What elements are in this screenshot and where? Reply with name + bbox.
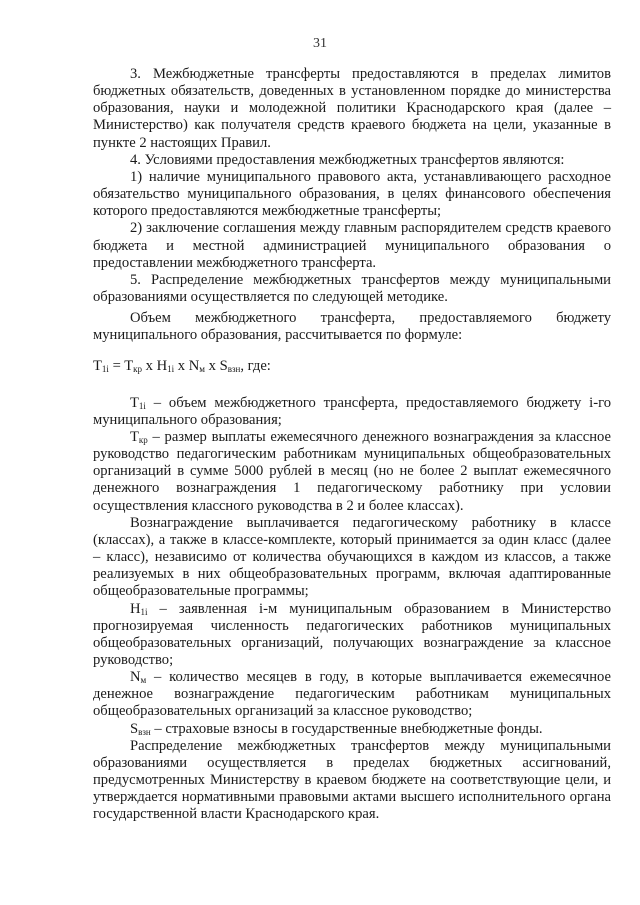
paragraph-3: 3. Межбюджетные трансферты предоставляются в пределах лимитов бюджетных обязательств, доведенных в установленном порядке до министерства образования, науки и молодежной политики Краснодарского края (далее – Министерство) как получателя средств краевого бюджета на цели, указанные в пункте 2 настоящих Правил. <box>93 66 611 151</box>
document-body <box>93 66 611 824</box>
definition-h1i: $H_{1i}$ – заявленная i-м муниципальным образованием в Министерство прогнозируемая численность педагогических работников муниципальных общеобразовательных организаций, получающих вознаграждение за классное руководство; <box>93 600 611 668</box>
paragraph-5: 5. Распределение межбюджетных трансфертов между муниципальными образованиями осуществляется по следующей методике. <box>93 271 611 306</box>
paragraph-4: 4. Условиями предоставления межбюджетных трансфертов являются: <box>130 151 565 168</box>
paragraph-4-item-2: 2) заключение соглашения между главным распорядителем средств краевого бюджета и местной администрацией муниципального образования о предоставлении межбюджетного трансферта. <box>93 220 611 271</box>
definition-tkr: $T_{кр}$ – размер выплаты ежемесячного денежного вознаграждения за классное руководство педагогическим работникам муниципальных общеобразовательных организаций в сумме 5000 рублей в месяц (но не более 2 выплат ежемесячного денежного вознаграждения 1 педагогическому работнику при условии осуществления классного руководства в 2 и более классах). <box>93 428 611 514</box>
paragraph-final: Распределение межбюджетных трансфертов между муниципальными образованиями осуществляется в пределах бюджетных ассигнований, предусмотренных Министерству в краевом бюджете на соответствующие цели, и утверждается нормативными правовыми актами высшего исполнительного органа государственной власти Краснодарского края. <box>93 737 611 823</box>
formula: $T_{1i} = T_{кр}$ x $H_{1i}$ x $N_м$ x $S_{взн}$, где: <box>93 357 271 374</box>
definition-nm: $N_м$ – количество месяцев в году, в которые выплачивается ежемесячное денежное вознаграждение педагогическим работникам муниципальных общеобразовательных организаций за классное руководство; <box>93 669 611 720</box>
paragraph-reward: Вознаграждение выплачивается педагогическому работнику в классе (классах), а также в классе-комплекте, который принимается за один класс (далее – класс), независимо от количества обучающихся в каждом из классов, а также реализуемых в них общеобразовательных программ, включая адаптированные общеобразовательные программы; <box>93 514 611 600</box>
definition-s: $S_{взн}$ – страховые взносы в государственные внебюджетные фонды. <box>130 720 543 737</box>
paragraph-volume: Объем межбюджетного трансферта, предоставляемого бюджету муниципального образования, рассчитывается по формуле: <box>93 310 611 344</box>
definition-t1i: $T_{1i}$ – объем межбюджетного трансферта, предоставляемого бюджету i-го муниципального образования; <box>93 394 611 428</box>
paragraph-4-item-1: 1) наличие муниципального правового акта, устанавливающего расходное обязательство муниципального образования, в целях финансового обеспечения которого предоставляются межбюджетные трансферты; <box>93 168 611 220</box>
page-number: 31 <box>313 36 327 51</box>
